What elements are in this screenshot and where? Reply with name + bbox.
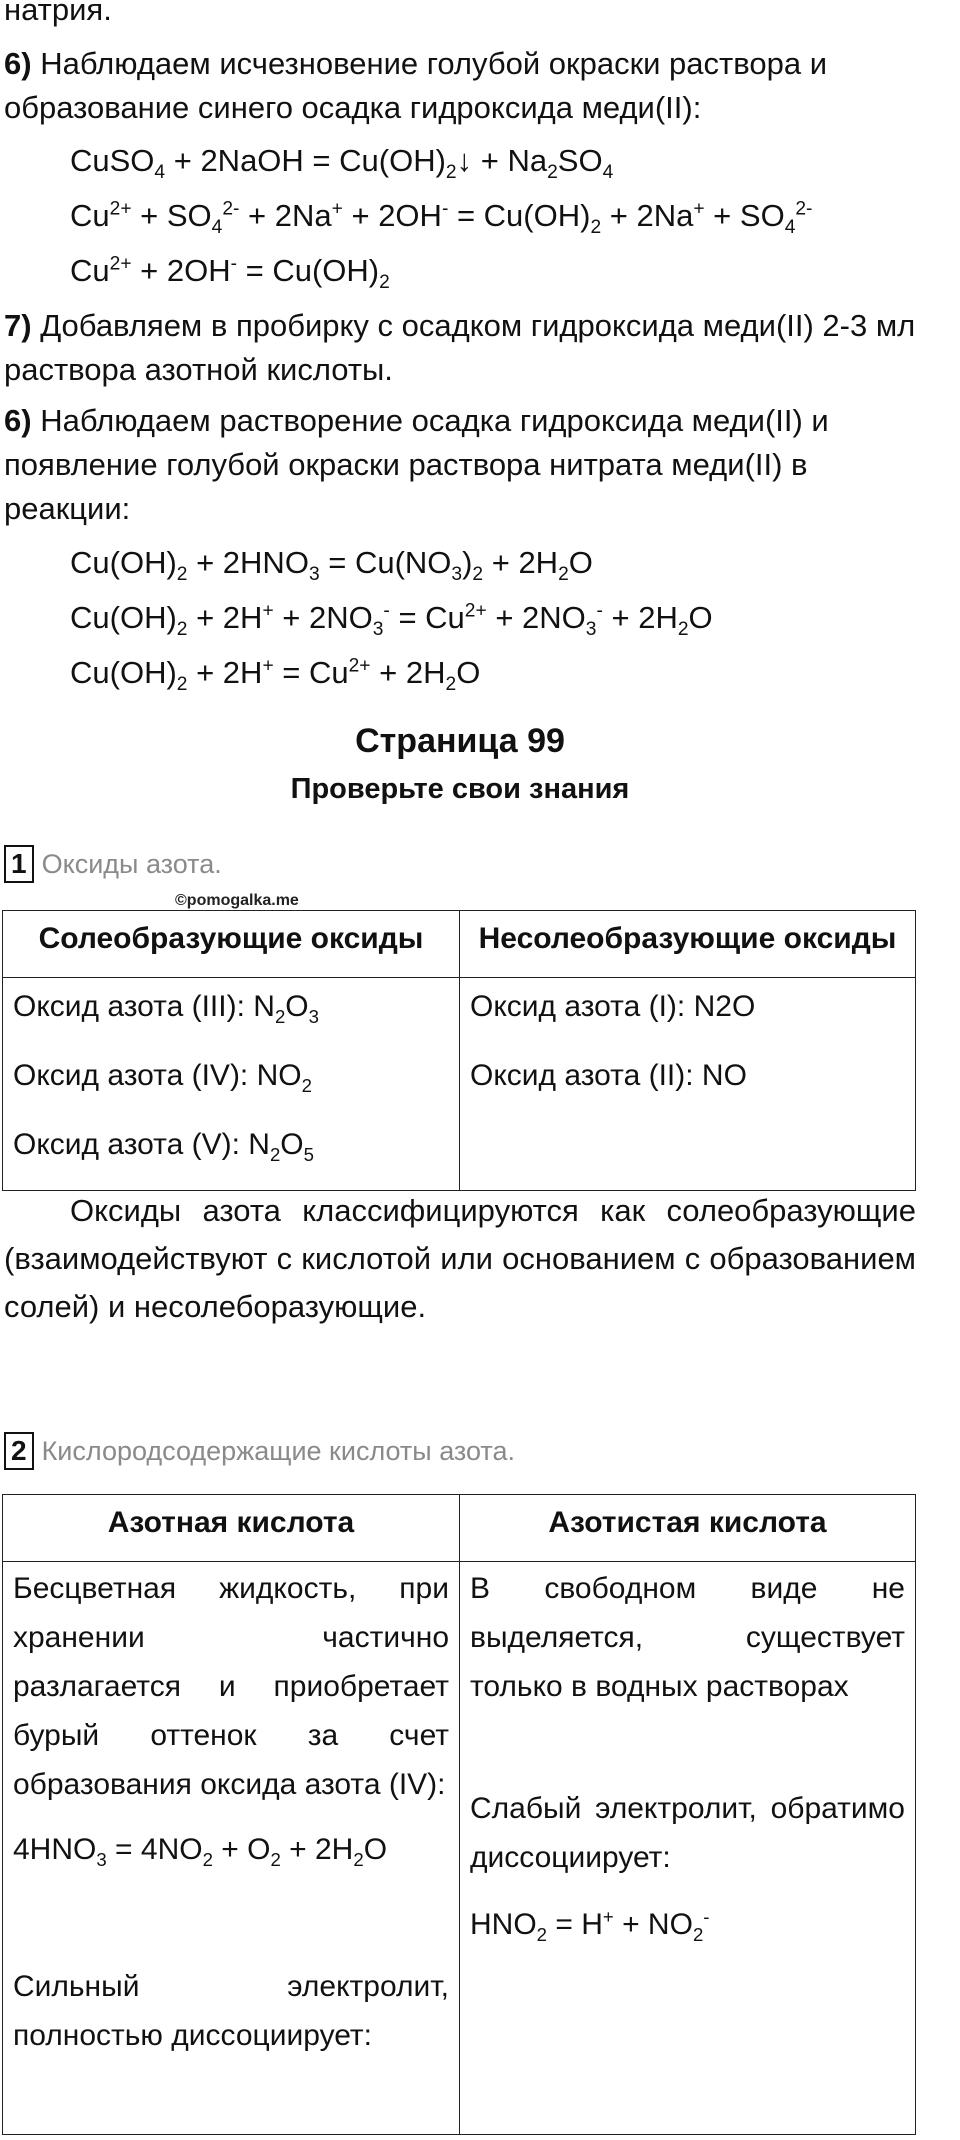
nitrous-acid-equation: $HNO_2 = H^+ + NO_2^-$ [470, 1906, 710, 1945]
task-number: 2 [4, 1432, 34, 1470]
equation-6: $Cu(OH)_2 + 2H^+ = Cu^{2+} + 2H_2O$ [70, 655, 481, 696]
nitrous-acid-electrolyte: Слабый электролит, обратимо диссоциирует: [470, 1792, 905, 1874]
equation-1: CuSO$_4$ + 2NaOH = $Cu(OH)_2↓ + Na_2SO_4$ [70, 143, 614, 184]
nitric-acid-description: Бесцветная жидкость, при хранении частично разлагается и приобретает бурый оттенок за счет образования оксида азота (IV): [13, 1572, 449, 1801]
task-1-heading [4, 845, 222, 883]
step-number: 6) [4, 403, 32, 438]
equation-4: $Cu(OH)_2 + 2HNO_3 = Cu(NO_3)_2 + 2H_2O$ [70, 545, 593, 586]
step-text: Наблюдаем исчезновение голубой окраски раствора и образование синего осадка гидроксида меди(II): [4, 46, 828, 125]
step-text: Добавляем в пробирку с осадком гидроксида меди(II) 2-3 мл раствора азотной кислоты. [4, 308, 916, 387]
oxide-item: Оксид азота (IV): $NO_2$ [13, 1059, 312, 1096]
step-number: 6) [4, 46, 32, 81]
equation-2: $Cu^{2+} + SO_4^{2-} + 2Na^+ + 2OH^- = Cu(OH)_2 + 2Na^+ + SO_4^{2-}$ [70, 198, 813, 239]
nitric-acid-cell [3, 1562, 460, 2135]
task-title: Кислородсодержащие кислоты азота. [41, 1435, 516, 1466]
column-header: Азотистая кислота [460, 1495, 916, 1562]
oxide-item: Оксид азота (III): $N_2O_3$ [13, 990, 319, 1027]
step-7 [4, 304, 916, 392]
acids-table [2, 1494, 916, 2135]
oxides-table [2, 910, 916, 1191]
column-header: Азотная кислота [3, 1495, 460, 1562]
watermark: ©pomogalka.me [175, 892, 299, 909]
column-header: Солеобразующие оксиды [3, 911, 460, 978]
non-salt-forming-cell [460, 978, 916, 1191]
nitrous-acid-cell [460, 1562, 916, 2135]
step-6b [4, 399, 916, 531]
task-2-heading [4, 1432, 515, 1470]
nitric-acid-electrolyte: Сильный электролит, полностью диссоциирует: [13, 1970, 449, 2052]
classification-note: Оксиды азота классифицируются как солеобразующие (взаимодействуют с кислотой или основанием с образованием солей) и несолеборазующие. [4, 1193, 916, 1324]
oxide-item: Оксид азота (II): NO [470, 1059, 747, 1092]
step-number: 7) [4, 308, 32, 343]
section-subtitle: Проверьте свои знания [290, 773, 630, 805]
task-title: Оксиды азота. [41, 848, 222, 879]
intro-tail: натрия. [4, 0, 112, 27]
equation-5: $Cu(OH)_2 + 2H^+ + 2NO_3^- = Cu^{2+} + 2NO_3^- + 2H_2O$ [70, 600, 713, 641]
oxide-item: Оксид азота (V): $N_2O_5$ [13, 1128, 314, 1165]
nitrous-acid-description: В свободном виде не выделяется, существует только в водных растворах [470, 1572, 905, 1703]
oxide-item: Оксид азота (I): N2O [470, 990, 756, 1023]
step-6a [4, 42, 916, 130]
nitric-acid-equation: $4HNO_3 = 4NO_2 + O_2 + 2H_2O$ [13, 1833, 388, 1870]
equation-3: $Cu^{2+} + 2OH^- = Cu(OH)_2$ [70, 253, 390, 294]
step-text: Наблюдаем растворение осадка гидроксида меди(II) и появление голубой окраски раствора нитрата меди(II) в реакции: [4, 403, 829, 526]
column-header: Несолеобразующие оксиды [460, 911, 916, 978]
page-title: Страница 99 [355, 722, 565, 760]
task-number: 1 [4, 845, 34, 883]
salt-forming-cell [3, 978, 460, 1191]
